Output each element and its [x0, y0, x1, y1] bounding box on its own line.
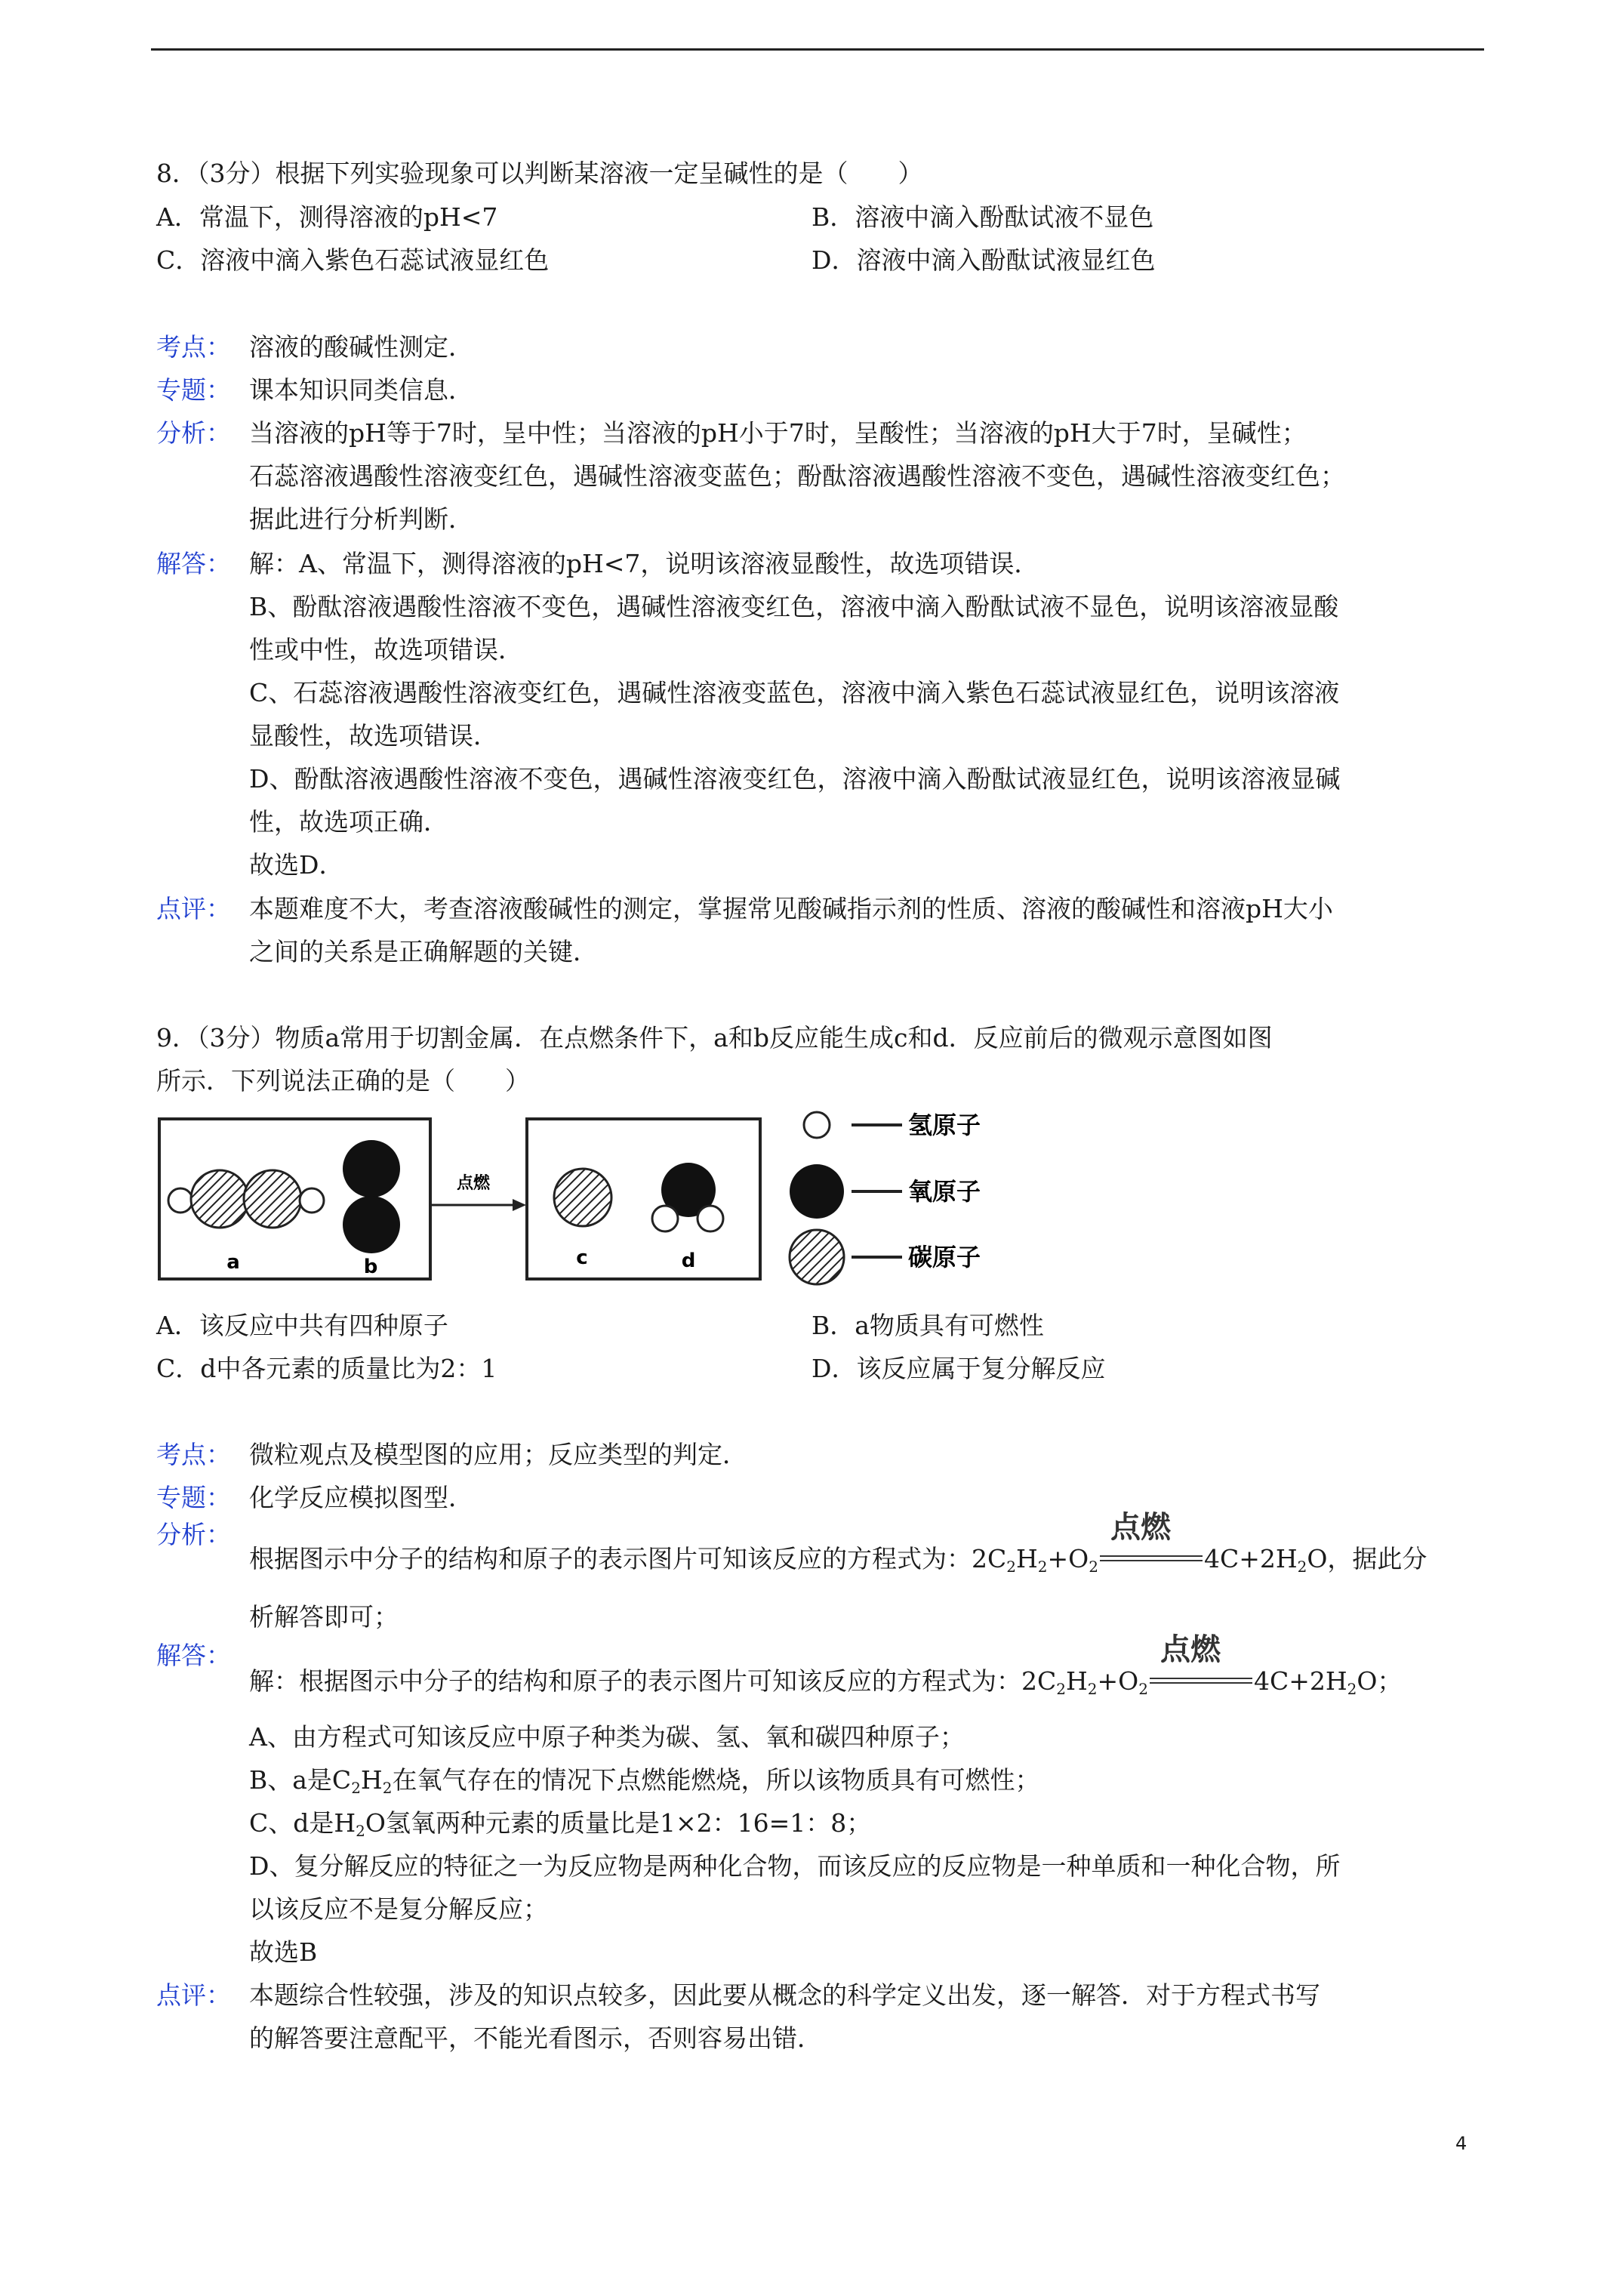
- q9-jieda-answer: 故选B: [249, 1937, 318, 1967]
- q9-stem-line2: 所示．下列说法正确的是（ ）: [156, 1066, 530, 1096]
- q8-jieda-line: 性或中性，故选项错误．: [249, 635, 523, 664]
- carbon-atom: [191, 1170, 248, 1228]
- legend-oxygen-icon: [790, 1164, 844, 1219]
- equation-rhs: $4C+2H_2O$: [1203, 1544, 1328, 1576]
- q9-option-a: A．该反应中共有四种原子: [156, 1311, 448, 1340]
- jieda-text: 解：根据图示中分子的结构和原子的表示图片可知该反应的方程式为：: [249, 1666, 1021, 1696]
- legend-hydrogen-icon: [804, 1112, 830, 1138]
- q9-jieda-line: [249, 1632, 1403, 1698]
- equation-rhs: $4C+2H_2O$: [1253, 1666, 1378, 1698]
- q9-jieda-d: D、复分解反应的特征之一为反应物是两种化合物，而该反应的反应物是一种单质和一种化合物，所: [249, 1851, 1341, 1881]
- diagram-label-d: d: [681, 1250, 696, 1272]
- legend-carbon: 碳原子: [908, 1243, 981, 1271]
- q8-option-c: C．溶液中滴入紫色石蕊试液显红色: [156, 245, 550, 275]
- q9-fenxi-line: [249, 1510, 1427, 1576]
- q9-zhuanti-label: 专题：: [156, 1483, 231, 1512]
- hydrogen-atom: [652, 1206, 678, 1231]
- reaction-diagram: [155, 1108, 1046, 1312]
- q9-kaodian-label: 考点：: [156, 1440, 231, 1469]
- q8-jieda-label: 解答：: [156, 549, 231, 578]
- hydrogen-atom: [168, 1188, 192, 1213]
- q8-jieda-line: C、石蕊溶液遇酸性溶液变红色，遇碱性溶液变蓝色，溶液中滴入紫色石蕊试液显红色，说明该溶液: [249, 678, 1340, 707]
- jieda-text-end: ；: [1377, 1666, 1403, 1696]
- q8-fenxi-line: 石蕊溶液遇酸性溶液变红色，遇碱性溶液变蓝色；酚酞溶液遇酸性溶液不变色，遇碱性溶液变红色；: [249, 461, 1345, 491]
- arrowhead: [513, 1199, 526, 1211]
- q8-jieda-line: 解：A、常温下，测得溶液的pH<7，说明该溶液显酸性，故选项错误．: [249, 549, 1039, 578]
- q9-jieda-label: 解答：: [156, 1641, 231, 1670]
- q8-jieda-line: B、酚酞溶液遇酸性溶液不变色，遇碱性溶液变红色，溶液中滴入酚酞试液不显色，说明该溶液显酸: [249, 592, 1339, 621]
- legend-hydrogen: 氢原子: [908, 1111, 981, 1139]
- q8-option-a: A．常温下，测得溶液的pH<7: [156, 202, 498, 232]
- header-rule: [151, 48, 1484, 51]
- q8-dianping-line: 之间的关系是正确解题的关键．: [249, 937, 598, 966]
- page-number: 4: [1455, 2133, 1467, 2154]
- legend-oxygen: 氧原子: [908, 1177, 981, 1206]
- equation: $2C_2H_2+O_2$: [1021, 1666, 1148, 1698]
- diagram-label-c: c: [576, 1247, 588, 1269]
- q9-option-c: C．d中各元素的质量比为2：1: [156, 1354, 497, 1383]
- diagram-label-b: b: [363, 1256, 378, 1278]
- q8-option-d: D．溶液中滴入酚酞试液显红色: [812, 245, 1156, 275]
- q8-fenxi-label: 分析：: [156, 418, 231, 448]
- hydrogen-atom: [698, 1206, 723, 1231]
- q8-jieda-line: 故选D．: [249, 850, 344, 880]
- q9-stem: 9．（3分）物质a常用于切割金属．在点燃条件下，a和b反应能生成c和d．反应前后的微观示意图如图: [156, 1023, 1273, 1052]
- q8-dianping-label: 点评：: [156, 894, 231, 923]
- equation: $2C_2H_2+O_2$: [972, 1544, 1098, 1576]
- q9-dianping-line: 的解答要注意配平，不能光看图示，否则容易出错．: [249, 2023, 822, 2053]
- q8-option-b: B．溶液中滴入酚酞试液不显色: [812, 202, 1154, 232]
- oxygen-atom: [343, 1140, 400, 1197]
- fenxi-text: 根据图示中分子的结构和原子的表示图片可知该反应的方程式为：: [249, 1544, 972, 1573]
- carbon-atom: [244, 1170, 301, 1228]
- q9-dianping-label: 点评：: [156, 1980, 231, 2010]
- fenxi-text-end: ，据此分: [1327, 1544, 1427, 1573]
- q8-dianping-line: 本题难度不大，考查溶液酸碱性的测定，掌握常见酸碱指示剂的性质、溶液的酸碱性和溶液pH大小: [249, 894, 1333, 923]
- q9-jieda-c: C、d是$H_2O$氢氧两种元素的质量比是1×2：16=1：8；: [249, 1808, 872, 1840]
- hydrogen-atom: [300, 1188, 324, 1213]
- q8-fenxi-line: 当溶液的pH等于7时，呈中性；当溶液的pH小于7时，呈酸性；当溶液的pH大于7时，呈碱性；: [249, 418, 1307, 448]
- q9-jieda-a: A、由方程式可知该反应中原子种类为碳、氢、氧和碳四种原子；: [249, 1722, 965, 1752]
- q9-jieda-d-cont: 以该反应不是复分解反应；: [249, 1894, 548, 1924]
- q9-kaodian: 微粒观点及模型图的应用；反应类型的判定．: [249, 1440, 747, 1469]
- q8-kaodian-label: 考点：: [156, 332, 231, 362]
- q8-jieda-line: 显酸性，故选项错误．: [249, 721, 498, 750]
- oxygen-atom: [343, 1196, 400, 1253]
- reaction-condition-arrow: 点燃: [1150, 1666, 1252, 1697]
- q9-option-b: B．a物质具有可燃性: [812, 1311, 1044, 1340]
- carbon-atom: [554, 1169, 611, 1226]
- q8-fenxi-line: 据此进行分析判断．: [249, 504, 473, 534]
- q8-kaodian: 溶液的酸碱性测定．: [249, 332, 473, 362]
- q8-stem: 8．（3分）根据下列实验现象可以判断某溶液一定呈碱性的是（ ）: [156, 159, 923, 188]
- legend-carbon-icon: [790, 1230, 844, 1284]
- q8-zhuanti: 课本知识同类信息．: [249, 375, 473, 405]
- q9-dianping-line: 本题综合性较强，涉及的知识点较多，因此要从概念的科学定义出发，逐一解答．对于方程式书写: [249, 1980, 1320, 2010]
- arrow-condition: 点燃: [456, 1174, 491, 1193]
- q8-zhuanti-label: 专题：: [156, 375, 231, 405]
- diagram-label-a: a: [226, 1251, 240, 1274]
- q8-jieda-line: D、酚酞溶液遇酸性溶液不变色，遇碱性溶液变红色，溶液中滴入酚酞试液显红色，说明该溶液显碱: [249, 764, 1341, 794]
- q9-zhuanti: 化学反应模拟图型．: [249, 1483, 473, 1512]
- reaction-condition-arrow: 点燃: [1100, 1544, 1203, 1574]
- q9-jieda-b: B、a是$C_2H_2$在氧气存在的情况下点燃能燃烧，所以该物质具有可燃性；: [249, 1765, 1040, 1797]
- q9-option-d: D．该反应属于复分解反应: [812, 1354, 1106, 1383]
- q9-fenxi-line2: 析解答即可；: [249, 1602, 399, 1632]
- q8-jieda-line: 性，故选项正确．: [249, 807, 448, 837]
- q9-fenxi-label: 分析：: [156, 1520, 231, 1549]
